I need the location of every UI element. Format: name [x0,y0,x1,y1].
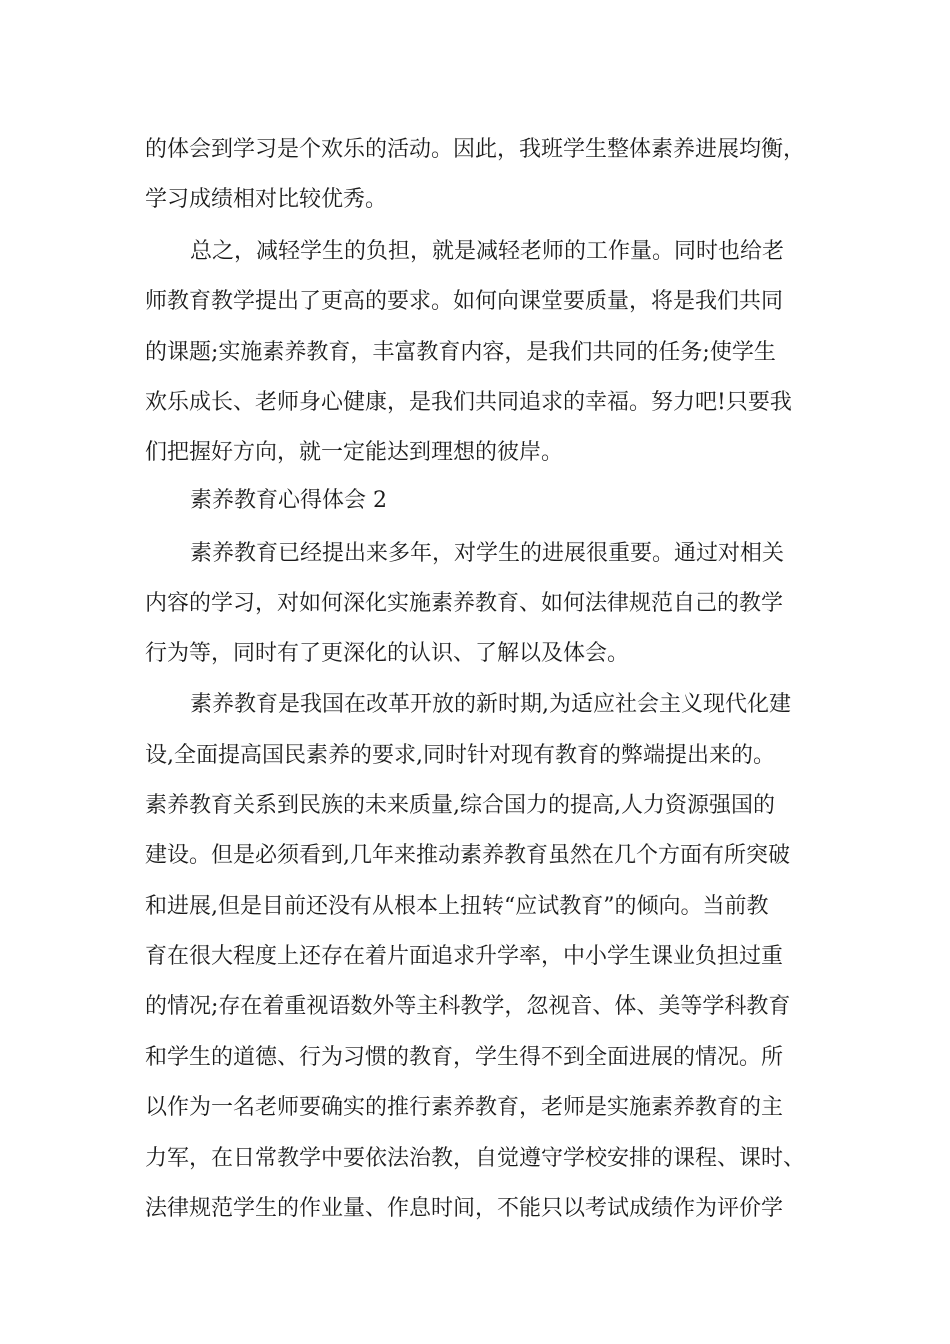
text-line: 行为等，同时有了更深化的认识、了解以及体会。 [145,641,630,666]
text-line: 的课题;实施素养教育，丰富教育内容，是我们共同的任务;使学生 [145,340,776,365]
text-line: 师教育教学提出了更高的要求。如何向课堂要质量，将是我们共同 [145,289,784,314]
text-line: 以作为一名老师要确实的推行素养教育，老师是实施素养教育的主 [145,1095,784,1120]
text-line: 和学生的道德、行为习惯的教育，学生得不到全面进展的情况。所 [145,1045,784,1070]
text-line: 法律规范学生的作业量、作息时间，不能只以考试成绩作为评价学 [145,1196,784,1221]
text-line: 学习成绩相对比较优秀。 [145,187,388,212]
text-line: 素养教育关系到民族的未来质量,综合国力的提高,人力资源强国的 [145,793,775,818]
section-heading: 素养教育心得体会 2 [190,488,387,513]
text-line: 们把握好方向，就一定能达到理想的彼岸。 [145,440,564,465]
paragraph-start-line: 素养教育是我国在改革开放的新时期,为适应社会主义现代化建 [190,692,791,717]
text-line: 育在很大程度上还存在着片面追求升学率，中小学生课业负担过重 [145,944,784,969]
paragraph-start-line: 总之，减轻学生的负担，就是减轻老师的工作量。同时也给老 [190,239,785,264]
text-line: 欢乐成长、老师身心健康，是我们共同追求的幸福。努力吧!只要我 [145,390,792,415]
text-line: 内容的学习，对如何深化实施素养教育、如何法律规范自己的教学 [145,591,784,616]
paragraph-start-line: 素养教育已经提出来多年，对学生的进展很重要。通过对相关 [190,541,785,566]
text-line: 力军，在日常教学中要依法治教，自觉遵守学校安排的课程、课时、 [145,1146,806,1171]
text-line: 的情况;存在着重视语数外等主科教学，忽视音、体、美等学科教育 [145,994,791,1019]
text-line: 和进展,但是目前还没有从根本上扭转“应试教育”的倾向。当前教 [145,894,769,919]
text-line: 的体会到学习是个欢乐的活动。因此，我班学生整体素养进展均衡， [145,137,806,162]
text-line: 建设。但是必须看到,几年来推动素养教育虽然在几个方面有所突破 [145,843,790,868]
text-line: 设,全面提高国民素养的要求,同时针对现有教育的弊端提出来的。 [145,743,775,768]
